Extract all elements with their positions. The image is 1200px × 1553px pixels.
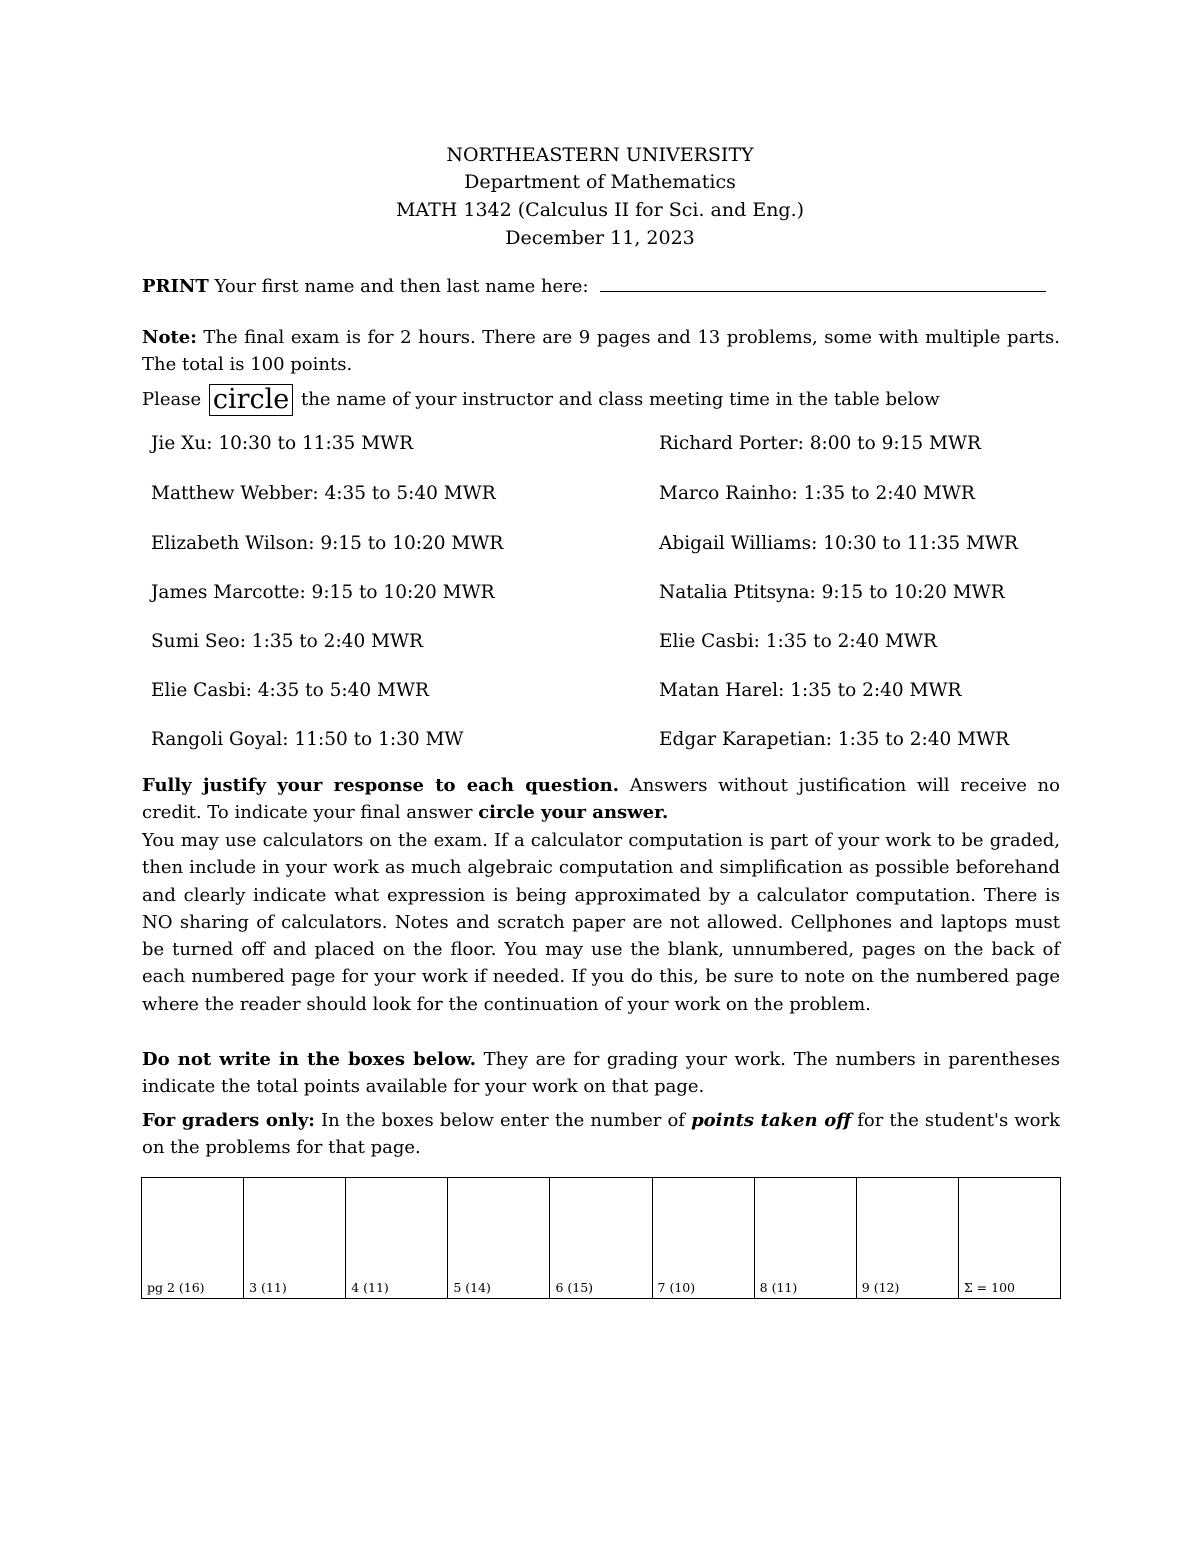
points-taken-off-emph: points taken off [691,1110,852,1131]
note-label: Note: [142,327,197,348]
grade-box[interactable]: 4 (11) [346,1178,448,1299]
circle-instruction [142,381,1060,419]
note-paragraph [142,324,1060,379]
print-label: PRINT [142,276,209,297]
instructor-entry[interactable]: Natalia Ptitsyna: 9:15 to 10:20 MWR [659,582,1005,603]
justify-paragraph [142,772,1060,827]
circle-instruction-after: the name of your instructor and class meeting time in the table below [301,389,940,410]
university-name: NORTHEASTERN UNIVERSITY [446,144,754,166]
instructor-entry[interactable]: Abigail Williams: 10:30 to 11:35 MWR [659,533,1018,554]
note-text: The final exam is for 2 hours. There are 9 pages and 13 problems, some with multiple parts. The total is 100 points. [142,327,1060,376]
do-not-write-paragraph [142,1046,1060,1101]
grade-box-total[interactable]: Σ = 100 [958,1178,1060,1299]
instructor-entry[interactable]: Elizabeth Wilson: 9:15 to 10:20 MWR [151,533,504,554]
do-not-write-bold: Do not write in the boxes below. [142,1049,476,1070]
grade-box[interactable]: 3 (11) [244,1178,346,1299]
justify-bold: Fully justify your response to each question. [142,775,619,796]
grade-box[interactable]: pg 2 (16) [142,1178,244,1299]
instructor-entry[interactable]: Matan Harel: 1:35 to 2:40 MWR [659,680,962,701]
circle-boxed-word: circle [209,384,293,416]
grade-box[interactable]: 5 (14) [448,1178,550,1299]
graders-text-1: In the boxes below enter the number of [321,1110,685,1131]
course-title: MATH 1342 (Calculus II for Sci. and Eng.) [395,199,805,221]
graders-bold: For graders only: [142,1110,315,1131]
instructor-entry[interactable]: Rangoli Goyal: 11:50 to 1:30 MW [151,729,464,750]
instructor-entry[interactable]: Edgar Karapetian: 1:35 to 2:40 MWR [659,729,1010,750]
exam-date: December 11, 2023 [505,227,695,249]
print-name-line [142,273,1060,300]
instructor-entry[interactable]: Jie Xu: 10:30 to 11:35 MWR [151,433,414,454]
justify-text: Answers without justification will receive no credit. To indicate your final answer [142,775,1060,824]
department-name: Department of Mathematics [464,171,736,193]
justify-bold-circle: circle your answer. [478,802,669,824]
do-not-write-text: They are for grading your work. The numbers in parentheses indicate the total points available for your work on that page. [142,1049,1060,1098]
name-write-line[interactable] [600,290,1046,292]
instructor-entry[interactable]: Marco Rainho: 1:35 to 2:40 MWR [659,483,975,504]
grade-box[interactable]: 7 (10) [652,1178,754,1299]
instructor-entry[interactable]: Elie Casbi: 4:35 to 5:40 MWR [151,680,429,701]
instructor-entry[interactable]: Sumi Seo: 1:35 to 2:40 MWR [151,631,423,652]
circle-instruction-before: Please [142,389,202,410]
calculator-paragraph: You may use calculators on the exam. If a calculator computation is part of your work to be graded, then include in your work as much algebraic computation and simplification as possible beforehand and clearly indicate what expression is being approximated by a calculator computation. There is NO sharing of calculators. Notes and scratch paper are not allowed. Cellphones and laptops must be turned off and placed on the floor. You may use the blank, unnumbered, pages on the back of each numbered page for your work if needed. If you do this, be sure to note on the numbered page where the reader should look for the continuation of your work on the problem. [142,830,1060,1015]
instructor-entry[interactable]: James Marcotte: 9:15 to 10:20 MWR [151,582,495,603]
grade-box[interactable]: 8 (11) [754,1178,856,1299]
grading-boxes-table [141,1177,1061,1299]
instructor-entry[interactable]: Matthew Webber: 4:35 to 5:40 MWR [151,483,496,504]
instructor-entry[interactable]: Elie Casbi: 1:35 to 2:40 MWR [659,631,937,652]
grade-box[interactable]: 6 (15) [550,1178,652,1299]
grade-box[interactable]: 9 (12) [856,1178,958,1299]
graders-text-2: for the student's work on the problems for that page. [142,1110,1061,1159]
print-instruction: Your first name and then last name here: [214,276,589,297]
graders-paragraph [142,1107,1060,1162]
instructor-entry[interactable]: Richard Porter: 8:00 to 9:15 MWR [659,433,981,454]
